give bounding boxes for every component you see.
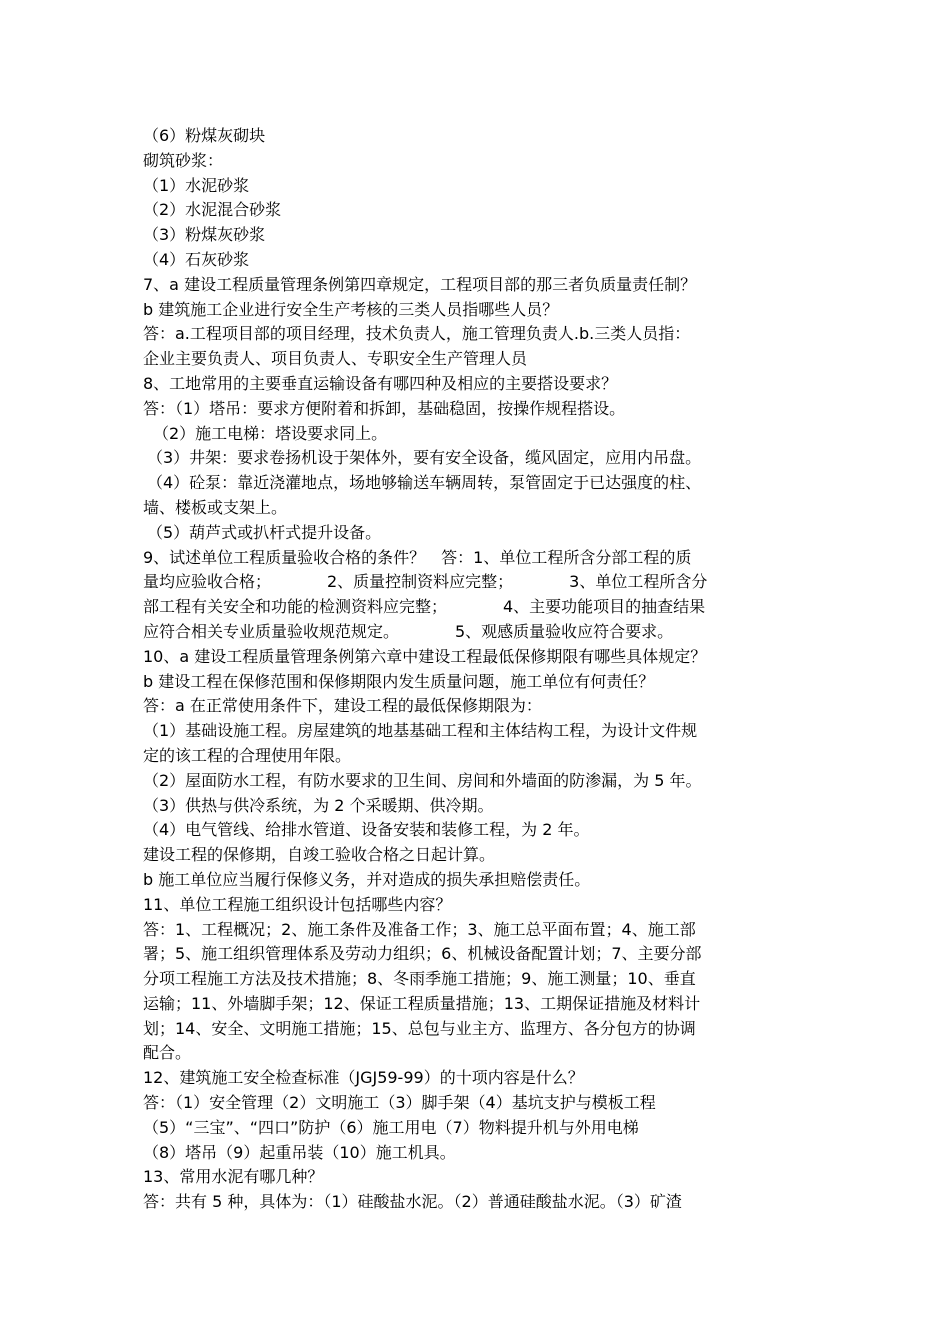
answer-line: （4）电气管线、给排水管道、设备安装和装修工程，为 2 年。 [143,820,590,840]
answer-line: 配合。 [143,1043,192,1063]
answer-line: 答：a.工程项目部的项目经理，技术负责人，施工管理负责人.b.三类人员指： [143,324,691,344]
text-line: 砌筑砂浆： [143,150,224,170]
answer-line: （2）屋面防水工程，有防水要求的卫生间、房间和外墙面的防渗漏，为 5 年。 [143,770,702,790]
answer-line: 建设工程的保修期，自竣工验收合格之日起计算。 [143,845,496,865]
answer-line: （5）“三宝”、“四口”防护（6）施工用电（7）物料提升机与外用电梯 [143,1117,639,1137]
question-line: 7、a 建设工程质量管理条例第四章规定，工程项目部的那三者负质量责任制？ [143,274,697,294]
answer-line: （4）砼泵：靠近浇灌地点，场地够输送车辆周转，泵管固定于已达强度的柱、 [147,473,702,493]
answer-line: 答：1、工程概况；2、施工条件及准备工作；3、施工总平面布置；4、施工部 [143,919,696,939]
question-line: 13、常用水泥有哪几种？ [143,1167,324,1187]
text-line: （6）粉煤灰砌块 [143,126,266,145]
question-line: 11、单位工程施工组织设计包括哪些内容？ [143,894,452,914]
question-line: b 建筑施工企业进行安全生产考核的三类人员指哪些人员？ [143,299,559,319]
answer-line: （1）基础设施工程。房屋建筑的地基基础工程和主体结构工程，为设计文件规 [143,721,698,741]
answer-line: （3）井架：要求卷扬机设于架体外，要有安全设备，缆风固定，应用内吊盘。 [147,448,702,468]
answer-line: 定的该工程的合理使用年限。 [143,745,352,765]
answer-line: 部工程有关安全和功能的检测资料应完整； 4、主要功能项目的抽查结果 [143,597,706,617]
answer-line: 署；5、施工组织管理体系及劳动力组织；6、机械设备配置计划；7、主要分部 [143,944,702,964]
answer-line: 答：共有 5 种，具体为：（1）硅酸盐水泥。（2）普通硅酸盐水泥。（3）矿渣 [143,1192,682,1212]
answer-line: （8）塔吊（9）起重吊装（10）施工机具。 [143,1142,456,1162]
question-line: 9、试述单位工程质量验收合格的条件？ 答：1、单位工程所含分部工程的质 [143,547,692,567]
answer-line: 分项工程施工方法及技术措施；8、冬雨季施工措施；9、施工测量；10、垂直 [143,969,696,989]
question-line: 10、a 建设工程质量管理条例第六章中建设工程最低保修期限有哪些具体规定？ [143,646,707,666]
document-page [143,124,809,1215]
text-line: （2）水泥混合砂浆 [143,200,282,220]
answer-line: 运输；11、外墙脚手架；12、保证工程质量措施；13、工期保证措施及材料计 [143,993,701,1013]
answer-line: 墙、楼板或支架上。 [143,497,288,517]
answer-line: 答：（1）安全管理（2）文明施工（3）脚手架（4）基坑支护与模板工程 [143,1093,656,1113]
text-line: （4）石灰砂浆 [143,249,250,269]
answer-line: （5）葫芦式或扒杆式提升设备。 [147,522,382,542]
answer-line: 企业主要负责人、项目负责人、专职安全生产管理人员 [143,349,528,369]
answer-line: 量均应验收合格； 2、质量控制资料应完整； 3、单位工程所含分 [143,572,708,592]
text-line: （1）水泥砂浆 [143,175,250,195]
answer-line: 答：a 在正常使用条件下，建设工程的最低保修期限为： [143,696,542,716]
question-line: 12、建筑施工安全检查标准（JGJ59-99）的十项内容是什么？ [143,1068,584,1088]
answer-line: b 施工单位应当履行保修义务，并对造成的损失承担赔偿责任。 [143,869,591,889]
answer-line: 答：（1）塔吊：要求方便附着和拆卸，基础稳固，按操作规程搭设。 [143,398,626,418]
question-line: 8、工地常用的主要垂直运输设备有哪四种及相应的主要搭设要求？ [143,373,618,393]
question-line: b 建设工程在保修范围和保修期限内发生质量问题，施工单位有何责任？ [143,671,655,691]
answer-line: （3）供热与供冷系统，为 2 个采暖期、供冷期。 [143,795,494,815]
text-line: （3）粉煤灰砂浆 [143,225,266,245]
answer-line: 划；14、安全、文明施工措施；15、总包与业主方、监理方、各分包方的协调 [143,1018,696,1038]
answer-line: （2）施工电梯：塔设要求同上。 [153,423,388,443]
answer-line: 应符合相关专业质量验收规范规定。 5、观感质量验收应符合要求。 [143,621,674,641]
